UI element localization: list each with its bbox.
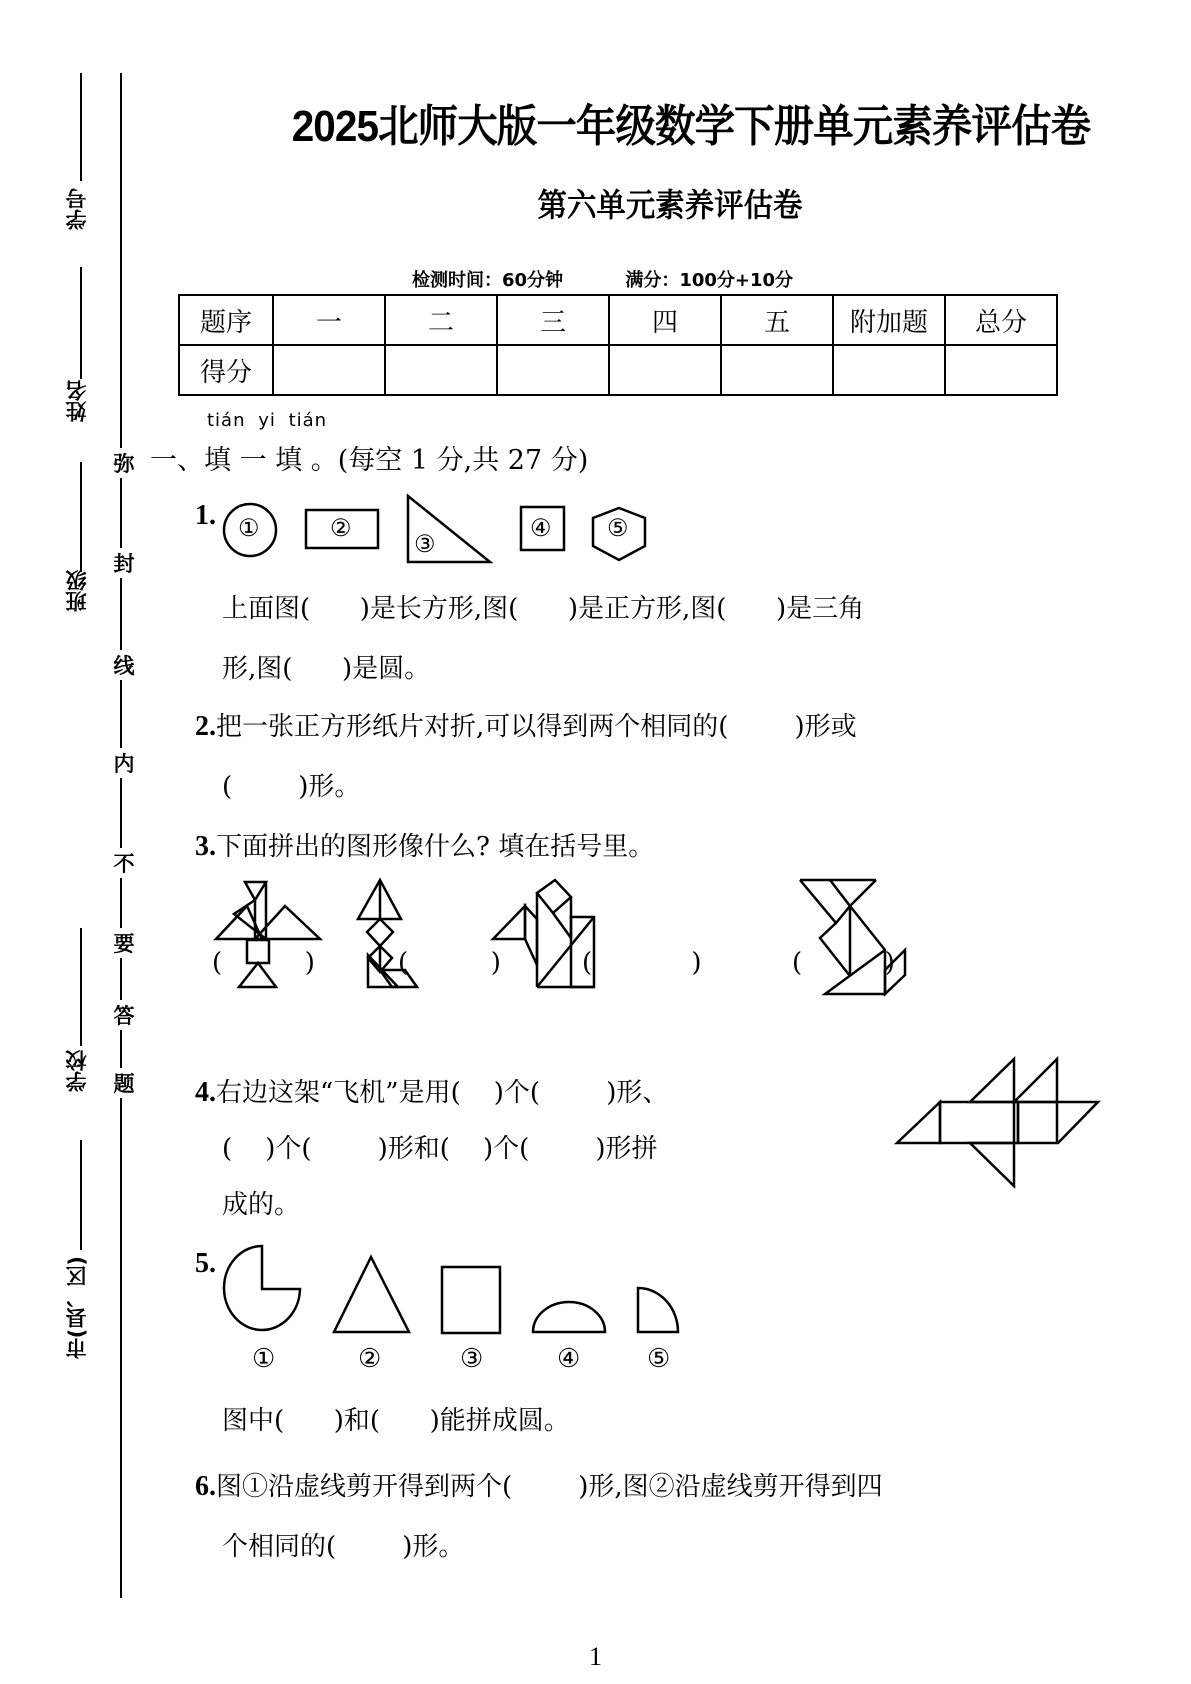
full-score: 满分：100分+10分 [625,270,794,291]
question-number: 1. [195,500,216,531]
question-6: 6.图①沿虚线剪开得到两个( )形,图②沿虚线剪开得到四 [195,1471,883,1502]
shape-quarter-circle [638,1288,678,1332]
q4-text-line2: ( )个( )形和( )个( )形拼 [222,1134,658,1164]
header-cell: 附加题 [833,295,945,345]
score-row-label: 得分 [179,345,273,395]
q3-answer-blank[interactable]: ( ) [792,948,895,978]
shape-label: ④ [557,1344,581,1374]
shape-label: ① [238,514,260,542]
shape-triangle [334,1257,409,1332]
field-label-student-id: 学号 [65,188,89,230]
q2-text-line2: ( )形。 [222,772,361,802]
header-cell: 四 [609,295,721,345]
q1-text-line2: 形,图( )是圆。 [222,654,431,684]
q3-answer-blank[interactable]: ( ) [212,948,315,978]
q3-answer-blank[interactable]: ( ) [582,948,702,978]
page-title: 2025北师大版一年级数学下册单元素养评估卷 [291,102,1090,151]
shape-semicircle [533,1302,605,1332]
question-number: 5. [195,1248,216,1279]
q5-text: 图中( )和( )能拼成圆。 [222,1406,570,1436]
q6-text-line2: 个相同的( )形。 [222,1532,465,1562]
section-heading: 一、填 一 填 。(每空 1 分,共 27 分) [150,445,589,476]
header-cell: 三 [497,295,609,345]
field-label-school: 学校 [65,1050,89,1092]
seal-char: 封 [111,548,137,578]
header-cell: 总分 [945,295,1057,345]
seal-char: 线 [111,650,137,680]
shape-label: ⑤ [647,1344,671,1374]
test-time: 检测时间：60分钟 [412,270,564,291]
shape-label: ② [330,514,352,542]
header-cell: 二 [385,295,497,345]
question-4: 4.右边这架“飞机”是用( )个( )形、 [195,1077,669,1108]
field-label-city: 市(县、区) [65,1256,89,1360]
header-cell: 五 [721,295,833,345]
seal-char: 题 [111,1068,137,1098]
shape-label: ⑤ [607,514,629,542]
field-label-name: 姓名 [65,380,89,422]
seal-char: 内 [111,748,137,778]
header-cell: 题序 [179,295,273,345]
header-cell: 一 [273,295,385,345]
shape-label: ① [252,1344,276,1374]
page-subtitle: 第六单元素养评估卷 [538,186,803,224]
seal-char: 不 [111,848,137,878]
seal-char: 要 [111,928,137,958]
section-pinyin: tián yi tián [207,410,328,431]
shape-label: ③ [460,1344,484,1374]
shape-label: ③ [414,530,436,558]
page-number: 1 [589,1642,602,1671]
seal-char: 弥 [111,448,137,478]
question-3: 3.下面拼出的图形像什么? 填在括号里。 [195,831,655,862]
shape-three-quarter-circle [224,1246,300,1330]
field-label-class: 班级 [65,570,89,612]
question-2: 2.把一张正方形纸片对折,可以得到两个相同的( )形或 [195,711,857,742]
seal-char: 答 [111,1000,137,1030]
q4-text-line3: 成的。 [222,1190,301,1220]
q3-answer-blank[interactable]: ( ) [398,948,501,978]
shape-label: ② [358,1344,382,1374]
shape-label: ④ [530,514,552,542]
q1-text-line1: 上面图( )是长方形,图( )是正方形,图( )是三角 [222,594,865,624]
shape-square [442,1267,500,1333]
